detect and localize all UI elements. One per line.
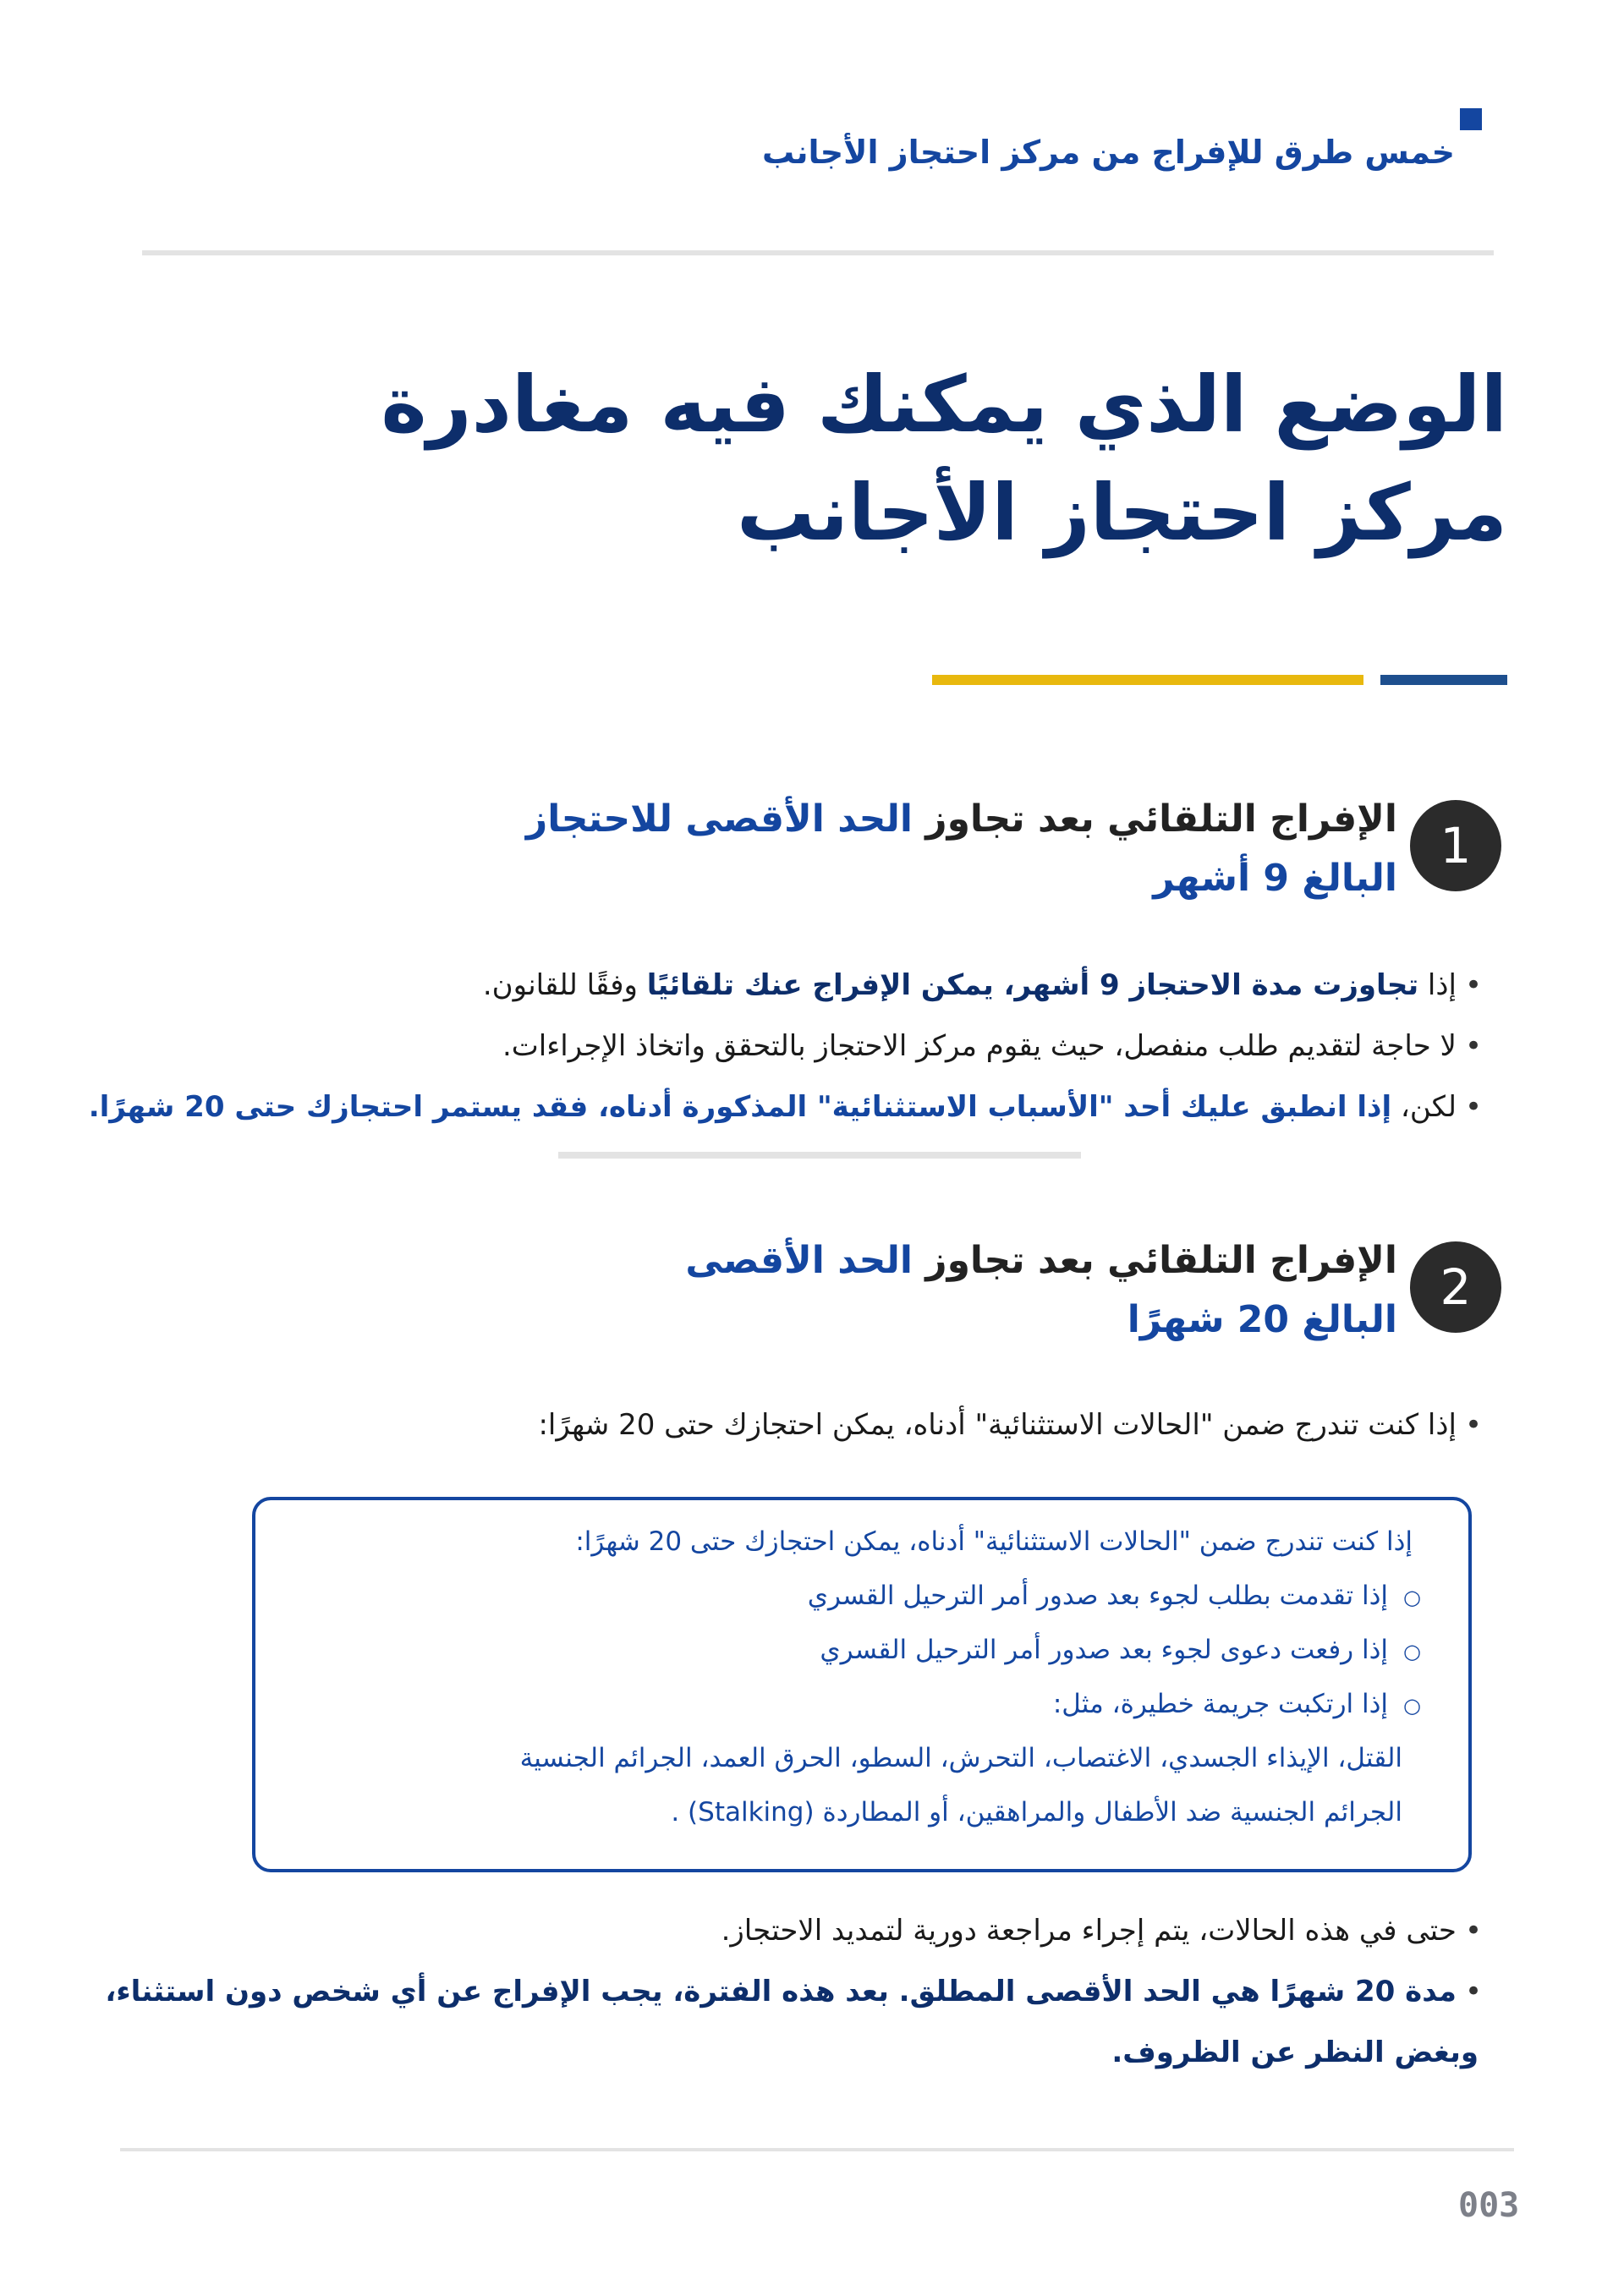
header-marker [1460,108,1482,130]
bullet-text: لكن، [1391,1090,1457,1124]
accent-bar-navy [1380,675,1507,685]
section2-final-bullet-cont [1111,2031,1479,2074]
section2-intro-bullet [538,1404,1482,1446]
callout-title: إذا كنت تندرج ضمن "الحالات الاستثنائية" أدناه، يمكن احتجازك حتى 20 شهرًا: [575,1526,1413,1557]
callout-item-text: إذا ارتكبت جريمة خطيرة، مثل: [1052,1689,1389,1719]
section1-bullet-1 [483,964,1482,1006]
section1-number-badge: 1 [1410,800,1501,891]
footer-divider [120,2148,1514,2151]
bullet-text: حتى في هذه الحالات، يتم إجراء مراجعة دورية لتمديد الاحتجاز. [721,1914,1457,1948]
section1-bullet-2 [502,1025,1482,1067]
section2-final-bullet [105,1970,1482,2013]
callout-item-3 [1053,1685,1421,1725]
callout-item-2 [820,1630,1421,1671]
section1-heading-blue: الحد الأقصى للاحتجاز [525,797,913,841]
bullet-text: وفقًا للقانون. [482,968,647,1002]
callout-crimes-line-1: القتل، الإيذاء الجسدي، الاغتصاب، التحرش، السطو، الحرق العمد، الجرائم الجنسية [519,1743,1402,1773]
section2-heading-blue: الحد الأقصى [685,1239,913,1282]
section2-heading-dark: الإفراج التلقائي بعد تجاوز [912,1239,1397,1282]
section-divider [558,1152,1081,1159]
bullet-text: إذا كنت تندرج ضمن "الحالات الاستثنائية" أدناه، يمكن احتجازك حتى 20 شهرًا: [538,1408,1457,1442]
page-number: 003 [1458,2186,1520,2225]
section1-bullet-3 [89,1086,1482,1128]
page-title-line2: مركز احتجاز الأجانب [736,468,1507,558]
bullet-bold-text: تجاوزت مدة الاحتجاز 9 أشهر، يمكن الإفراج عنك تلقائيًا [646,968,1419,1002]
bullet-dot: • [1464,1029,1482,1063]
bullet-bold-text: مدة 20 شهرًا هي الحد الأقصى المطلق. بعد هذه الفترة، يجب الإفراج عن أي شخص دون استثناء، [105,1975,1457,2008]
callout-crimes-line-2: الجرائم الجنسية ضد الأطفال والمراهقين، أو المطاردة (Stalking) . [671,1797,1402,1827]
circle-bullet-icon: ○ [1403,1694,1421,1718]
page-title [103,351,1507,567]
bullet-dot: • [1464,1090,1482,1124]
header-title: خمس طرق للإفراج من مركز احتجاز الأجانب [762,134,1455,171]
bullet-dot: • [1464,1975,1482,2008]
bullet-highlight-text: إذا انطبق عليك أحد "الأسباب الاستثنائية" المذكورة أدناه، فقد يستمر احتجازك حتى 20 شهرًا [99,1090,1392,1124]
section2-number-badge: 2 [1410,1241,1501,1333]
section1-heading-line2: البالغ 9 أشهر [1153,857,1397,900]
circle-bullet-icon: ○ [1403,1586,1421,1609]
section2-review-bullet [721,1910,1482,1952]
bullet-dot: • [1464,1408,1482,1442]
header-divider [142,250,1494,255]
bullet-text: لا حاجة لتقديم طلب منفصل، حيث يقوم مركز الاحتجاز بالتحقق واتخاذ الإجراءات. [502,1029,1457,1063]
section1-heading-dark: الإفراج التلقائي بعد تجاوز [912,797,1397,841]
callout-item-1 [808,1576,1421,1617]
bullet-bold-text: وبغض النظر عن الظروف. [1111,2036,1479,2069]
section2-heading [685,1231,1397,1350]
callout-item-text: إذا تقدمت بطلب لجوء بعد صدور أمر الترحيل القسري [807,1581,1389,1611]
bullet-dot: • [1464,968,1482,1002]
accent-bar-yellow [932,675,1363,685]
bullet-dot: • [1464,1914,1482,1948]
bullet-text: إذا [1418,968,1457,1002]
section1-heading [526,790,1397,908]
callout-item-text: إذا رفعت دعوى لجوء بعد صدور أمر الترحيل القسري [820,1635,1389,1665]
circle-bullet-icon: ○ [1403,1640,1421,1663]
section2-heading-line2: البالغ 20 شهرًا [1127,1298,1397,1341]
bullet-text: . [88,1090,100,1124]
page-title-line1: الوضع الذي يمكنك فيه مغادرة [381,359,1507,450]
